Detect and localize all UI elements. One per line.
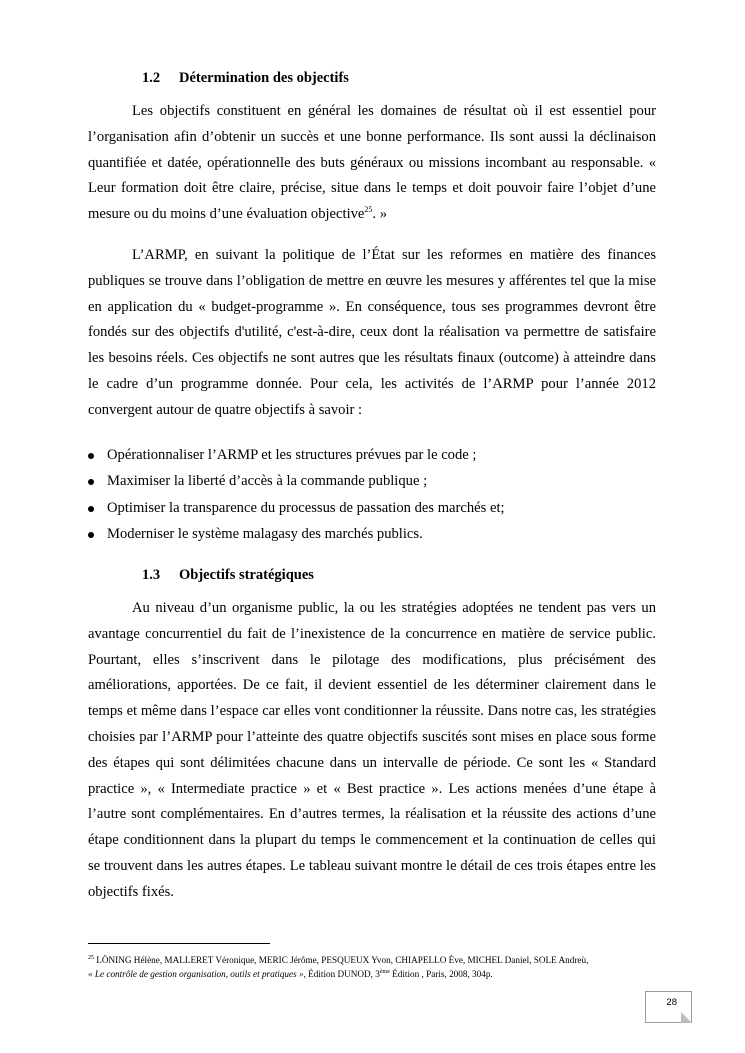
- footnote-line-1: $^{25}$ LÖNING Hélène, MALLERET Véronique, MERIC Jérôme, PESQUEUX Yvon, CHIAPELLO Ève, MICHEL Daniel, SOLE Andreù,: [88, 954, 589, 965]
- footnote-line-2: « Le contrôle de gestion organisation, outils et pratiques », Édition DUNOD, 3ème Édition , Paris, 2008, 304p.: [88, 968, 493, 979]
- footnote-divider: [88, 943, 270, 944]
- bullet-icon: [88, 506, 94, 512]
- page-number: 28: [666, 997, 677, 1008]
- footnote-reference[interactable]: 25: [364, 205, 373, 215]
- section-title: Objectifs stratégiques: [179, 567, 314, 583]
- paragraph-objectifs-strategiques: Au niveau d’un organisme public, la ou les stratégies adoptées ne tendent pas vers un avantage concurrentiel du fait de l’inexistence de la concurrence en matière de service public. Pourtant, elles s’inscrivent dans le pilotage des modifications, plus précisément des améliorations, apportées. De ce fait, il devient essentiel de les déterminer clairement dans le temps et même dans l’espace car elles vont conditionner la réussite. Dans notre cas, les stratégies choisies par l’ARMP pour l’atteinte des quatre objectifs suscités sont mises en place sous forme des étapes qui sont délimitées chacune dans un intervalle de période. Ce sont les « Standard practice », « Intermediate practice » et « Best practice ». Les actions menées d’une étape à l’autre sont complémentaires. En d’autres termes, la réalisation et la réussite des actions d’une étape conditionnent dans la plupart du temps le commencement et la continuation de celles qui se trouvent dans les autres étapes. Le tableau suivant montre le détail de ces trois étapes entre les objectifs fixés.: [88, 600, 656, 900]
- page-fold-icon: [681, 1012, 692, 1023]
- bullet-icon: [88, 453, 94, 459]
- bullet-icon: [88, 479, 94, 485]
- section-number: 1.3: [142, 567, 161, 583]
- section-number: 1.2: [142, 70, 161, 86]
- paragraph-armp-objectifs: L’ARMP, en suivant la politique de l’État sur les reformes en matière des finances publiques se trouve dans l’obligation de mettre en œuvre les mesures y afférentes tel que la mise en application du « budget-programme ». En conséquence, tous ses programmes devront être fondés sur des objectifs d'utilité, c'est-à-dire, ceux dont la réalisation va permettre de satisfaire les besoins réels. Ces objectifs ne sont autres que les résultats finaux (outcome) à atteindre dans le cadre d’un programme donnée. Pour cela, les activités de l’ARMP pour l’année 2012 convergent autour de quatre objectifs à savoir :: [88, 247, 656, 418]
- list-item: Moderniser le système malagasy des marchés publics.: [88, 521, 668, 547]
- footnote: [88, 954, 668, 981]
- paragraph-objectifs-definition: Les objectifs constituent en général les domaines de résultat où il est essentiel pour l’organisation afin d’obtenir un succès et une bonne performance. Ils sont aussi la déclinaison quantifiée et datée, opérationnelle des buts généraux ou missions incombant au responsable. « Leur formation doit être claire, précise, situe dans le temps et doit pouvoir faire l’objet d’une mesure ou du moins d’une évaluation objective$^{25}$. »: [88, 103, 656, 223]
- list-item: Opérationnaliser l’ARMP et les structures prévues par le code ;: [88, 442, 668, 468]
- section-heading-1-2: [142, 70, 349, 87]
- bullet-icon: [88, 532, 94, 538]
- page-number-box: [645, 991, 692, 1023]
- section-heading-1-3: [142, 567, 314, 584]
- section-title: Détermination des objectifs: [179, 70, 349, 86]
- objectives-list: [88, 442, 668, 547]
- list-item: Maximiser la liberté d’accès à la commande publique ;: [88, 468, 668, 494]
- list-item: Optimiser la transparence du processus de passation des marchés et;: [88, 495, 668, 521]
